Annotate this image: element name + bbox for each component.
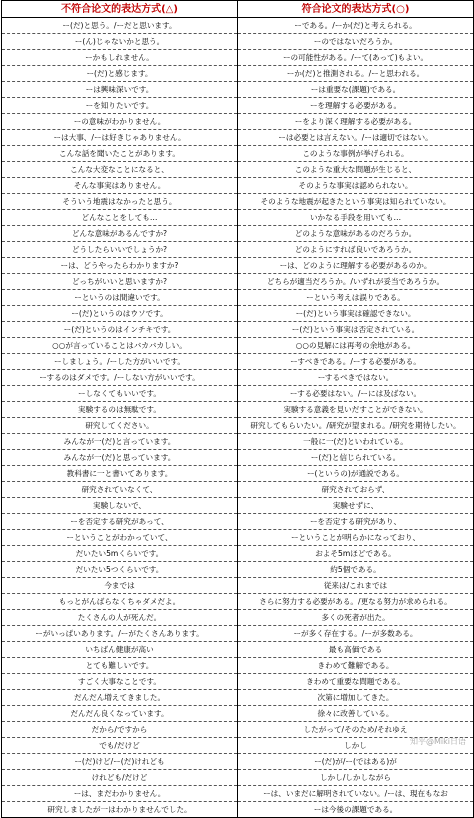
table-row <box>2 466 474 482</box>
header-formal: 符合论文的表达方式(○) <box>238 1 474 18</box>
informal-expression-cell: ーの意味がわかりません。 <box>2 114 238 130</box>
informal-expression-cell: ーということがわかっていて、 <box>2 530 238 546</box>
table-row <box>2 34 474 50</box>
formal-expression-cell: ーを理解する必要がある。 <box>238 98 474 114</box>
informal-expression-cell: もっとがんばらなくちゃダメだよ。 <box>2 594 238 610</box>
table-row <box>2 610 474 626</box>
informal-expression-cell: ーは、まだわかりません。 <box>2 786 238 802</box>
table-row <box>2 290 474 306</box>
table-row <box>2 738 474 754</box>
formal-expression-cell: しかし <box>238 738 474 754</box>
informal-expression-cell: 今までは <box>2 578 238 594</box>
table-row <box>2 690 474 706</box>
formal-expression-cell: 約5個である。 <box>238 562 474 578</box>
formal-expression-cell: きわめて難解である。 <box>238 658 474 674</box>
informal-expression-cell: でも/だけど <box>2 738 238 754</box>
table-row <box>2 210 474 226</box>
informal-expression-cell: どんなことをしても… <box>2 210 238 226</box>
informal-expression-cell: 研究してください。 <box>2 418 238 434</box>
table-row <box>2 770 474 786</box>
informal-expression-cell: ー(だ)と感じます。 <box>2 66 238 82</box>
formal-expression-cell: 最も高価である <box>238 642 474 658</box>
informal-expression-cell: だいたい5つくらいです。 <box>2 562 238 578</box>
informal-expression-cell: みんなが一(だ)と思っています。 <box>2 450 238 466</box>
formal-expression-cell: きわめて重要な問題である。 <box>238 674 474 690</box>
table-row <box>2 322 474 338</box>
formal-expression-cell: さらに努力する必要がある。/更なる努力が求められる。 <box>238 594 474 610</box>
informal-expression-cell: ー(だ)と思う。/ーだと思います。 <box>2 18 238 34</box>
formal-expression-cell: ーは、いまだに解明されていない。/ーは、現在もなお <box>238 786 474 802</box>
informal-expression-cell: 実験するのは無駄です。 <box>2 402 238 418</box>
informal-expression-cell: ー(だ)けど/ー(だ)けれども <box>2 754 238 770</box>
informal-expression-cell: ー(だ)というのはインチキです。 <box>2 322 238 338</box>
table-row <box>2 498 474 514</box>
formal-expression-cell: ーを否定する研究があり、 <box>238 514 474 530</box>
table-row <box>2 658 474 674</box>
formal-expression-cell: そのような事実は認められない。 <box>238 178 474 194</box>
table-row <box>2 194 474 210</box>
informal-expression-cell: 研究されていなくて、 <box>2 482 238 498</box>
formal-expression-cell: いかなる手段を用いても… <box>238 210 474 226</box>
informal-expression-cell: 教科書に一と書いてあります。 <box>2 466 238 482</box>
table-row <box>2 482 474 498</box>
informal-expression-cell: ーは大事、/ーは好きじゃありません。 <box>2 130 238 146</box>
informal-expression-cell: どっちがいいと思いますか? <box>2 274 238 290</box>
formal-expression-cell: ー(だ)と信じられている。 <box>238 450 474 466</box>
informal-expression-cell: ○○が言っていることはバカバカしい。 <box>2 338 238 354</box>
formal-expression-cell: このような重大な問題が生じると、 <box>238 162 474 178</box>
informal-expression-cell: ーを知りたいです。 <box>2 98 238 114</box>
table-row <box>2 386 474 402</box>
formal-expression-cell: ーをより深く理解する必要がある。 <box>238 114 474 130</box>
table-row <box>2 786 474 802</box>
informal-expression-cell: ーは、どうやったらわかりますか? <box>2 258 238 274</box>
formal-expression-cell: およそ5mほどである。 <box>238 546 474 562</box>
formal-expression-cell: ーするべきではない。 <box>238 370 474 386</box>
table-row <box>2 450 474 466</box>
table-row <box>2 274 474 290</box>
formal-expression-cell: ーということが明らかになっており、 <box>238 530 474 546</box>
table-row <box>2 754 474 770</box>
formal-expression-cell: ーすべきである。/ーする必要がある。 <box>238 354 474 370</box>
table-row <box>2 370 474 386</box>
informal-expression-cell: たくさんの人が死んだ。 <box>2 610 238 626</box>
header-informal: 不符合论文的表达方式(△) <box>2 1 238 18</box>
formal-expression-cell: ーは今後の課題である。 <box>238 802 474 818</box>
table-row <box>2 258 474 274</box>
informal-expression-cell: そういう地震はなかったと思う。 <box>2 194 238 210</box>
table-row <box>2 114 474 130</box>
formal-expression-cell: ーか(だ)と推測される。/ーと思われる。 <box>238 66 474 82</box>
table-row <box>2 722 474 738</box>
formal-expression-cell: ー(だ)が/ー(ではある)が <box>238 754 474 770</box>
informal-expression-cell: だんだん増えてきました。 <box>2 690 238 706</box>
formal-expression-cell: 次第に増加してきた。 <box>238 690 474 706</box>
table-row <box>2 434 474 450</box>
informal-expression-cell: 実験しないで、 <box>2 498 238 514</box>
table-row <box>2 418 474 434</box>
table-row <box>2 578 474 594</box>
table-row <box>2 706 474 722</box>
informal-expression-cell: けれども/だけど <box>2 770 238 786</box>
informal-expression-cell: ーしましょう。/ーした方がいいです。 <box>2 354 238 370</box>
formal-expression-cell: 実験せずに、 <box>238 498 474 514</box>
formal-expression-cell: 一般に一(だ)といわれている。 <box>238 434 474 450</box>
watermark: 知乎@Miki日语 <box>410 737 466 746</box>
table-body <box>2 18 474 818</box>
formal-expression-cell: ー(だ)という事実は確認できない。 <box>238 306 474 322</box>
formal-expression-cell: 多くの死者が出た。 <box>238 610 474 626</box>
formal-expression-cell: ーは、どのように理解する必要があるのか。 <box>238 258 474 274</box>
table-row <box>2 146 474 162</box>
table-row <box>2 530 474 546</box>
formal-expression-cell: 徐々に改善している。 <box>238 706 474 722</box>
table-row <box>2 18 474 34</box>
table-row <box>2 626 474 642</box>
table-row <box>2 242 474 258</box>
formal-expression-cell: ○○の見解には再考の余地がある。 <box>238 338 474 354</box>
formal-expression-cell: ーである。/ーか(だ)と考えられる。 <box>238 18 474 34</box>
formal-expression-cell: しかし/しかしながら <box>238 770 474 786</box>
formal-expression-cell: ーの可能性がある。/ーて(あって)もよい。 <box>238 50 474 66</box>
table-row <box>2 82 474 98</box>
table-row <box>2 674 474 690</box>
formal-expression-cell: どちらが適当だろうか。/いずれが妥当であろうか。 <box>238 274 474 290</box>
informal-expression-cell: ーかもしれません。 <box>2 50 238 66</box>
table-row <box>2 162 474 178</box>
table-row <box>2 802 474 818</box>
formal-expression-cell: ーが多く存在する。/ーが多数ある。 <box>238 626 474 642</box>
table-row <box>2 354 474 370</box>
informal-expression-cell: いちばん健康が高い <box>2 642 238 658</box>
informal-expression-cell: ーというのは間違いです。 <box>2 290 238 306</box>
table-row <box>2 130 474 146</box>
informal-expression-cell: だんだん良くなっています。 <box>2 706 238 722</box>
table-row <box>2 642 474 658</box>
table-row <box>2 562 474 578</box>
table-row <box>2 594 474 610</box>
informal-expression-cell: みんなが一(だ)と言っています。 <box>2 434 238 450</box>
informal-expression-cell: だから/ですから <box>2 722 238 738</box>
informal-expression-cell: 研究しましたが一はわかりませんでした。 <box>2 802 238 818</box>
informal-expression-cell: ーは興味深いです。 <box>2 82 238 98</box>
formal-expression-cell: したがって/そのため/それゆえ <box>238 722 474 738</box>
formal-expression-cell: 従来は/これまでは <box>238 578 474 594</box>
informal-expression-cell: だいたい5mくらいです。 <box>2 546 238 562</box>
informal-expression-cell: ー(ん)じゃないかと思う。 <box>2 34 238 50</box>
formal-expression-cell: ーする必要はない。/ーには及ばない。 <box>238 386 474 402</box>
formal-expression-cell: ー(というの)が通説である。 <box>238 466 474 482</box>
informal-expression-cell: とても難しいです。 <box>2 658 238 674</box>
informal-expression-cell: すごく大事なことです。 <box>2 674 238 690</box>
table-row <box>2 306 474 322</box>
table-row <box>2 226 474 242</box>
informal-expression-cell: どんな意味があるんですか? <box>2 226 238 242</box>
table-row <box>2 338 474 354</box>
formal-expression-cell: どのようにすれば良いであろうか。 <box>238 242 474 258</box>
table-row <box>2 50 474 66</box>
formal-expression-cell: ー(だ)という事実は否定されている。 <box>238 322 474 338</box>
informal-expression-cell: ーがいっぱいあります。/ーがたくさんあります。 <box>2 626 238 642</box>
informal-expression-cell: ーするのはダメです。/ーしない方がいいです。 <box>2 370 238 386</box>
formal-expression-cell: このような事例が挙げられる。 <box>238 146 474 162</box>
formal-expression-cell: ーは必要とは言えない。/ーは適切ではない。 <box>238 130 474 146</box>
expression-comparison-table <box>1 0 474 818</box>
informal-expression-cell: どうしたらいいでしょうか? <box>2 242 238 258</box>
formal-expression-cell: どのような意味があるのだろうか。 <box>238 226 474 242</box>
formal-expression-cell: 研究されておらず、 <box>238 482 474 498</box>
informal-expression-cell: ー(だ)というのはウソです。 <box>2 306 238 322</box>
informal-expression-cell: こんな大変なことになると、 <box>2 162 238 178</box>
table-header-row <box>2 1 474 18</box>
informal-expression-cell: そんな事実はありません。 <box>2 178 238 194</box>
informal-expression-cell: ーを否定する研究があって、 <box>2 514 238 530</box>
table-row <box>2 178 474 194</box>
formal-expression-cell: 実験する意義を見いだすことができない。 <box>238 402 474 418</box>
table-row <box>2 66 474 82</box>
table-row <box>2 98 474 114</box>
formal-expression-cell: ーのではないだろうか。 <box>238 34 474 50</box>
table-row <box>2 402 474 418</box>
table-row <box>2 514 474 530</box>
informal-expression-cell: こんな話を聞いたことがあります。 <box>2 146 238 162</box>
formal-expression-cell: そのような地震が起きたという事実は知られていない。 <box>238 194 474 210</box>
informal-expression-cell: ーしなくてもいいです。 <box>2 386 238 402</box>
formal-expression-cell: ーは重要な(課題)である。 <box>238 82 474 98</box>
table-row <box>2 546 474 562</box>
formal-expression-cell: ーという考えは誤りである。 <box>238 290 474 306</box>
formal-expression-cell: 研究してもらいたい。/研究が望まれる。/研究を期待したい。 <box>238 418 474 434</box>
